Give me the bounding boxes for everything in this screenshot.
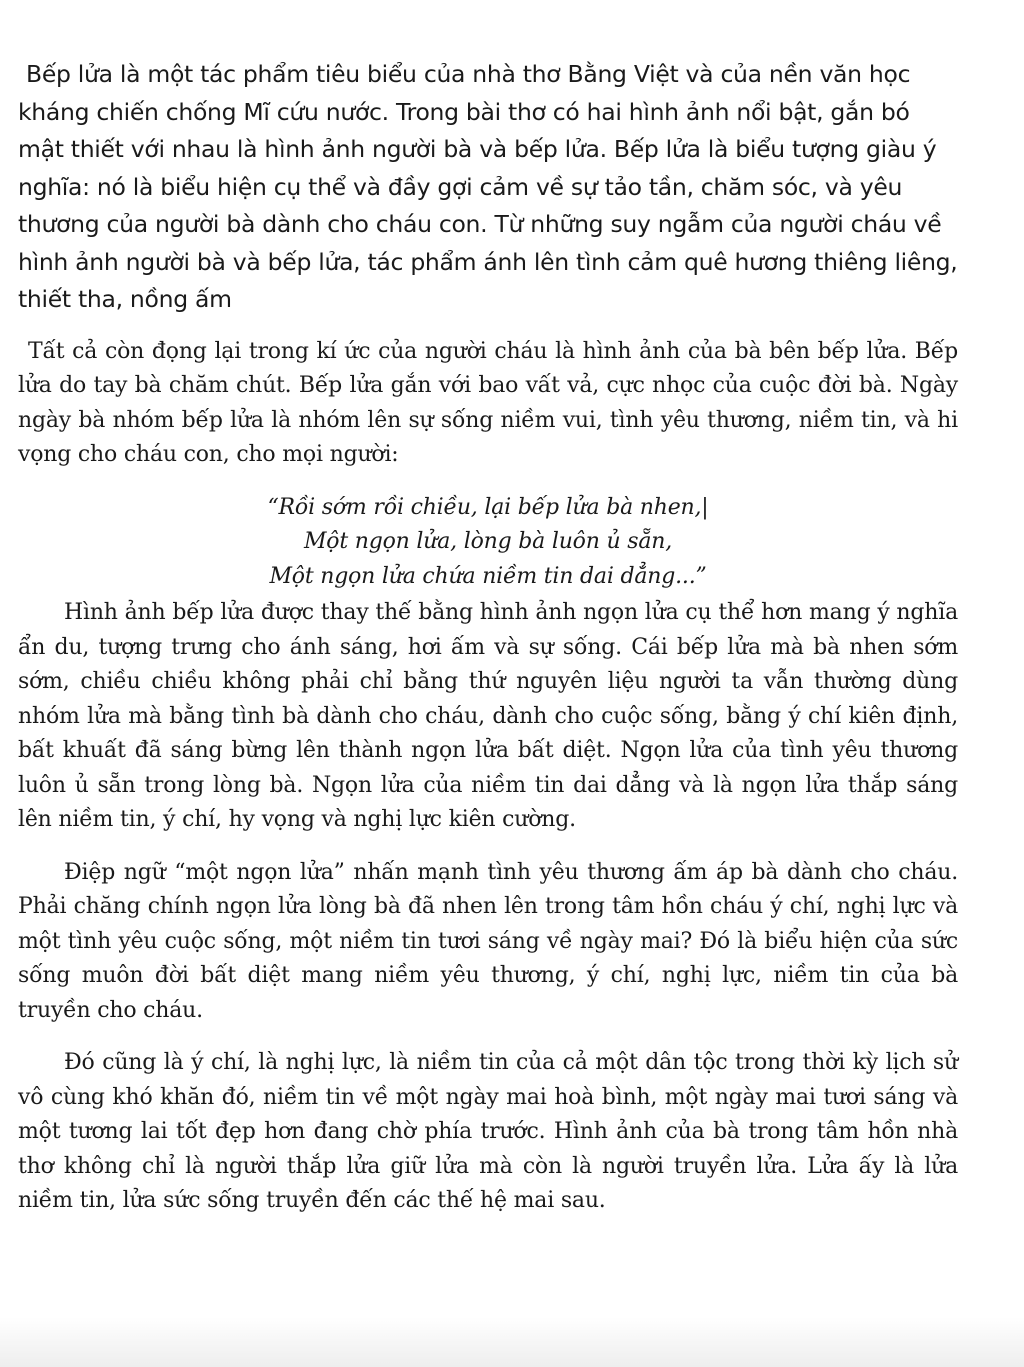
paragraph-memory: Tất cả còn đọng lại trong kí ức của người cháu là hình ảnh của bà bên bếp lửa. Bếp lửa do tay bà chăm chút. Bếp lửa gắn với bao vất vả, cực nhọc của cuộc đời bà. Ngày ngày bà nhóm bếp lửa là nhóm lên sự sống niềm vui, tình yêu thương, niềm tin, và hi vọng cho cháu con, cho mọi người: xyxy=(18,338,958,467)
paragraph-repetition: Điệp ngữ “một ngọn lửa” nhấn mạnh tình yêu thương ấm áp bà dành cho cháu. Phải chăng chính ngọn lửa lòng bà đã nhen lên trong tâm hồn cháu ý chí, nghị lực và một tình yêu cuộc sống, một niềm tin tươi sáng về ngày mai? Đó là biểu hiện của sức sống muôn đời bất diệt mang niềm yêu thương, ý chí, nghị lực, niềm tin của bà truyền cho cháu. xyxy=(18,859,958,1023)
poem-line-2: Một ngọn lửa, lòng bà luôn ủ sẵn, xyxy=(303,529,673,554)
paragraph-flame-image: Hình ảnh bếp lửa được thay thế bằng hình ảnh ngọn lửa cụ thể hơn mang ý nghĩa ẩn du, tượng trưng cho ánh sáng, hơi ấm và sự sống. Cái bếp lửa mà bà nhen sớm sớm, chiều chiều không phải chỉ bằng thứ nguyên liệu người ta vẫn thường dùng nhóm lửa mà bằng tình bà dành cho cháu, dành cho cuộc sống, bằng ý chí kiên định, bất khuất đã sáng bừng lên thành ngọn lửa bất diệt. Ngọn lửa của tình yêu thương luôn ủ sẵn trong lòng bà. Ngọn lửa của niềm tin dai dẳng và là ngọn lửa thắp sáng lên niềm tin, ý chí, hy vọng và nghị lực kiên cường. xyxy=(18,600,958,832)
document-page xyxy=(18,56,958,1219)
intro-text: Bếp lửa là một tác phẩm tiêu biểu của nhà thơ Bằng Việt và của nền văn học kháng chiến chống Mĩ cứu nước. Trong bài thơ có hai hình ảnh nổi bật, gắn bó mật thiết với nhau là hình ảnh người bà và bếp lửa. Bếp lửa là biểu tượng giàu ý nghĩa: nó là biểu hiện cụ thể và đầy gợi cảm về sự tảo tần, chăm sóc, và yêu thương của người bà dành cho cháu con. Từ những suy ngẫm của người cháu về hình ảnh người bà và bếp lửa, tác phẩm ánh lên tình cảm quê hương thiêng liêng, thiết tha, nồng ấm xyxy=(18,60,958,313)
paragraph-nation: Đó cũng là ý chí, là nghị lực, là niềm tin của cả một dân tộc trong thời kỳ lịch sử vô cùng khó khăn đó, niềm tin về một ngày mai hoà bình, một ngày mai tươi sáng và một tương lai tốt đẹp hơn đang chờ phía trước. Hình ảnh của bà trong tâm hồn nhà thơ không chỉ là người thắp lửa giữ lửa mà còn là người truyền lửa. Lửa ấy là lửa niềm tin, lửa sức sống truyền đến các thế hệ mai sau. xyxy=(18,1050,958,1213)
poem-line-1: “Rồi sớm rồi chiều, lại bếp lửa bà nhen,| xyxy=(267,494,709,520)
intro-paragraph xyxy=(18,56,958,319)
bottom-shadow xyxy=(0,1317,1024,1367)
poem-line-3: Một ngọn lửa chứa niềm tin dai dẳng...” xyxy=(269,563,707,589)
poem-quote xyxy=(18,491,958,595)
